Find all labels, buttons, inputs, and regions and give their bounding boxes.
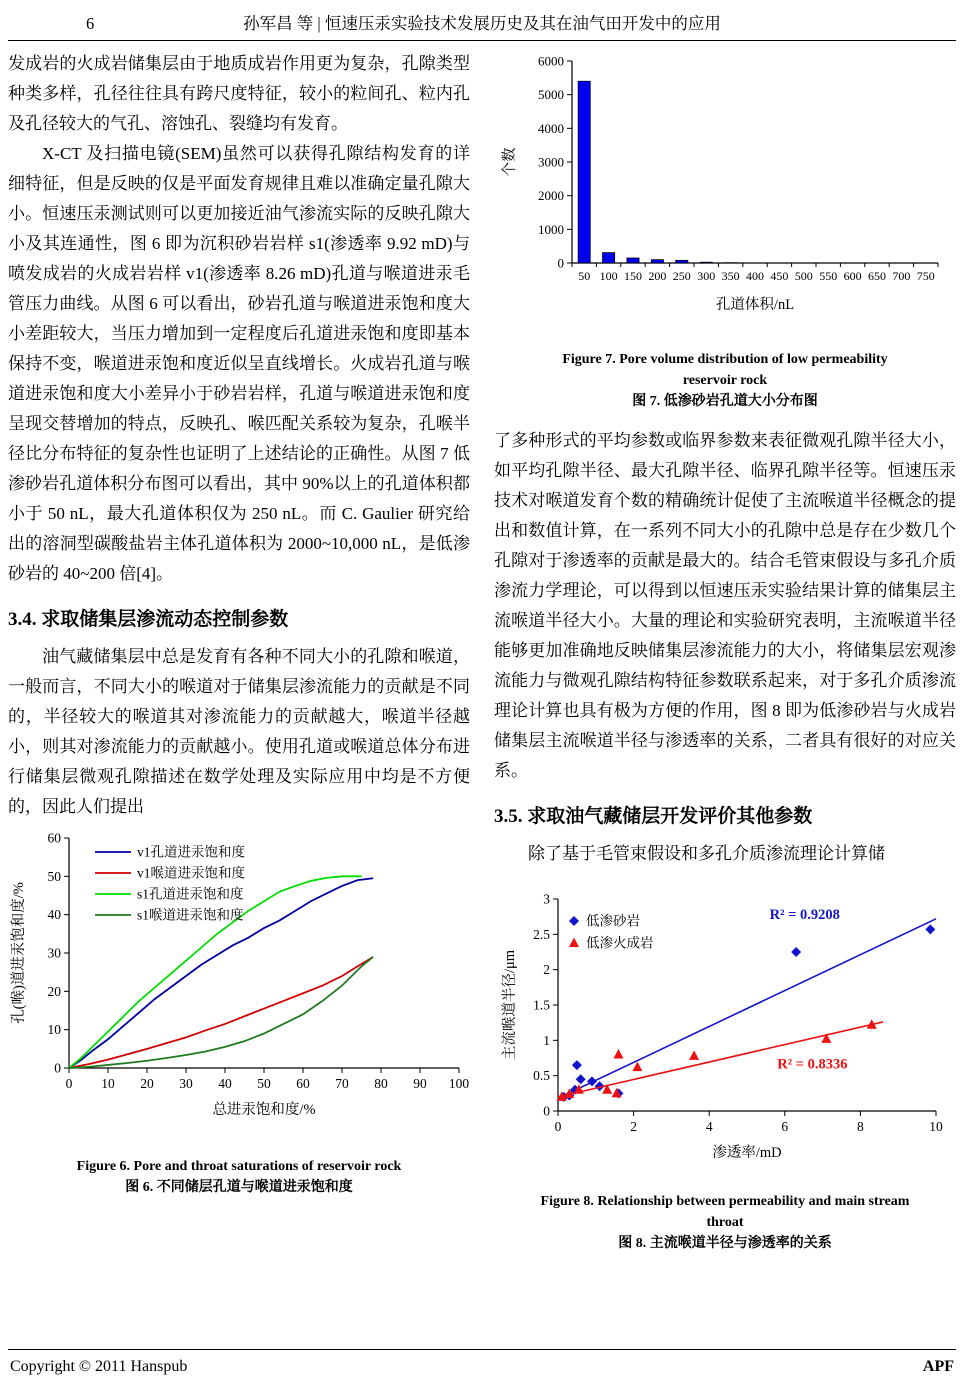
svg-text:s1喉道进汞饱和度: s1喉道进汞饱和度 bbox=[137, 907, 244, 923]
figure-7 bbox=[494, 49, 956, 412]
svg-text:60: 60 bbox=[296, 1076, 310, 1091]
svg-text:0.5: 0.5 bbox=[533, 1068, 550, 1084]
section-heading-3-5: 3.5. 求取油气藏储层开发评价其他参数 bbox=[494, 806, 813, 827]
svg-text:4: 4 bbox=[705, 1119, 713, 1134]
svg-text:10: 10 bbox=[929, 1119, 943, 1134]
svg-text:450: 450 bbox=[770, 269, 789, 283]
svg-text:350: 350 bbox=[721, 269, 740, 283]
svg-text:主流喉道半径/μm: 主流喉道半径/μm bbox=[502, 949, 518, 1061]
figure-8 bbox=[494, 885, 956, 1254]
svg-text:200: 200 bbox=[648, 269, 667, 283]
journal-abbrev: APF bbox=[922, 1358, 954, 1375]
svg-text:100: 100 bbox=[599, 269, 618, 283]
svg-text:10: 10 bbox=[47, 1022, 61, 1038]
svg-text:总进汞饱和度/%: 总进汞饱和度/% bbox=[212, 1102, 316, 1118]
svg-text:30: 30 bbox=[47, 945, 61, 961]
page-header bbox=[8, 10, 956, 34]
paragraph: X-CT 及扫描电镜(SEM)虽然可以获得孔隙结构发育的详细特征，但是反映的仅是平面发育规律且难以准确定量孔隙大小。恒速压汞测试则可以更加接近油气渗流实际的反映孔隙大小及其连通性，图 6 即为沉积砂岩岩样 s1(渗透率 9.92 mD)与喷发成岩的火成岩岩样 v1(渗透率 8.26 mD)孔道与喉道进汞毛管压力曲线。从图 6 可以看出，砂岩孔道与喉道进汞饱和度大小差距较大，当压力增加到一定程度后孔道进汞饱和度即基本保持不变，喉道进汞饱和度近似呈直线增长。火成岩孔道与喉道进汞饱和度大小差异小于砂岩岩样，孔道与喉道进汞饱和度呈现交替增加的特点，反映孔、喉匹配关系较为复杂，孔喉半径比分布特征的复杂性也证明了上述结论的正确性。从图 7 低渗砂岩孔道体积分布图可以看出，其中 90%以上的孔道体积都小于 50 nL，最大孔道体积仅为 250 nL。而 C. Gaulier 研究给出的溶洞型碳酸盐岩主体孔道体积为 2000~10,000 nL，是低渗砂岩的 40~200 倍[4]。 bbox=[8, 144, 470, 583]
svg-text:20: 20 bbox=[47, 983, 61, 999]
figure-8-caption-en: Figure 8. Relationship between permeability and main stream throat bbox=[540, 1194, 910, 1230]
svg-text:低渗火成岩: 低渗火成岩 bbox=[586, 935, 654, 951]
running-title: 孙军昌 等 | 恒速压汞实验技术发展历史及其在油气田开发中的应用 bbox=[243, 14, 721, 33]
svg-text:渗透率/mD: 渗透率/mD bbox=[712, 1145, 782, 1161]
svg-text:300: 300 bbox=[697, 269, 716, 283]
svg-text:1: 1 bbox=[543, 1032, 550, 1048]
svg-text:10: 10 bbox=[101, 1076, 115, 1091]
svg-text:50: 50 bbox=[578, 269, 591, 283]
figure-6-line-chart bbox=[8, 828, 470, 1152]
two-column-body bbox=[8, 49, 956, 1349]
svg-text:30: 30 bbox=[179, 1076, 193, 1091]
svg-text:1.5: 1.5 bbox=[533, 997, 550, 1013]
figure-8-caption-zh: 图 8. 主流喉道半径与渗透率的关系 bbox=[618, 1236, 832, 1251]
svg-text:50: 50 bbox=[257, 1076, 271, 1091]
figure-6-caption-zh: 图 6. 不同储层孔道与喉道进汞饱和度 bbox=[125, 1180, 353, 1195]
svg-text:500: 500 bbox=[794, 269, 813, 283]
svg-text:0: 0 bbox=[543, 1103, 550, 1119]
svg-text:70: 70 bbox=[335, 1076, 349, 1091]
svg-text:低渗砂岩: 低渗砂岩 bbox=[586, 913, 640, 929]
page-footer bbox=[8, 1349, 956, 1376]
svg-text:2000: 2000 bbox=[538, 188, 564, 204]
figure-6-caption-en: Figure 6. Pore and throat saturations of reservoir rock bbox=[76, 1159, 402, 1174]
svg-text:v1喉道进汞饱和度: v1喉道进汞饱和度 bbox=[137, 865, 245, 881]
svg-text:孔道体积/nL: 孔道体积/nL bbox=[715, 297, 795, 313]
right-column bbox=[494, 49, 956, 1349]
svg-text:6: 6 bbox=[781, 1119, 789, 1134]
figure-7-caption-en: Figure 7. Pore volume distribution of low permeability reservoir rock bbox=[562, 352, 888, 388]
copyright-text: Copyright © 2011 Hanspub bbox=[10, 1358, 188, 1375]
svg-text:v1孔道进汞饱和度: v1孔道进汞饱和度 bbox=[137, 844, 245, 860]
svg-text:700: 700 bbox=[892, 269, 911, 283]
svg-text:孔(喉)道进汞饱和度/%: 孔(喉)道进汞饱和度/% bbox=[11, 882, 27, 1024]
figure-7-caption bbox=[494, 349, 956, 412]
svg-text:0: 0 bbox=[65, 1076, 73, 1091]
svg-text:400: 400 bbox=[746, 269, 764, 283]
svg-text:20: 20 bbox=[140, 1076, 154, 1091]
figure-8-scatter-chart bbox=[494, 885, 956, 1187]
svg-text:2: 2 bbox=[630, 1119, 637, 1134]
svg-text:250: 250 bbox=[672, 269, 691, 283]
svg-text:R² = 0.8336: R² = 0.8336 bbox=[777, 1056, 848, 1073]
svg-text:2: 2 bbox=[543, 962, 550, 978]
paragraph: 除了基于毛管束假设和多孔介质渗流理论计算储 bbox=[528, 844, 885, 863]
paragraph: 发成岩的火成岩储集层由于地质成岩作用更为复杂，孔隙类型种类多样，孔径往往具有跨尺度特征，较小的粒间孔、粒内孔及孔径较大的气孔、溶蚀孔、裂缝均有发育。 bbox=[8, 54, 470, 133]
svg-text:0: 0 bbox=[54, 1060, 61, 1076]
svg-text:2.5: 2.5 bbox=[533, 926, 550, 942]
svg-text:550: 550 bbox=[819, 269, 838, 283]
svg-text:100: 100 bbox=[448, 1076, 469, 1091]
svg-text:个数: 个数 bbox=[502, 147, 518, 177]
paragraph: 油气藏储集层中总是发育有各种不同大小的孔隙和喉道，一般而言，不同大小的喉道对于储集层渗流能力的贡献是不同的，半径较大的喉道其对渗流能力的贡献越大，喉道半径越小，则其对渗流能力的贡献越小。使用孔道或喉道总体分布进行储集层微观孔隙描述在数学处理及实际应用中均是不方便的，因此人们提出 bbox=[8, 647, 470, 816]
svg-text:1000: 1000 bbox=[538, 221, 564, 237]
svg-text:0: 0 bbox=[554, 1119, 562, 1134]
svg-text:40: 40 bbox=[218, 1076, 232, 1091]
svg-text:R² = 0.9208: R² = 0.9208 bbox=[769, 906, 840, 923]
left-column bbox=[8, 49, 470, 1349]
figure-8-caption bbox=[494, 1191, 956, 1254]
figure-6-caption bbox=[8, 1156, 470, 1198]
figure-6 bbox=[8, 828, 470, 1198]
svg-text:3000: 3000 bbox=[538, 154, 564, 170]
svg-text:4000: 4000 bbox=[538, 120, 564, 136]
svg-text:80: 80 bbox=[374, 1076, 388, 1091]
svg-text:50: 50 bbox=[47, 868, 61, 884]
svg-text:90: 90 bbox=[413, 1076, 427, 1091]
svg-text:5000: 5000 bbox=[538, 87, 564, 103]
svg-text:6000: 6000 bbox=[538, 53, 564, 69]
page-number: 6 bbox=[86, 14, 95, 33]
header-rule bbox=[8, 40, 956, 41]
svg-text:600: 600 bbox=[843, 269, 862, 283]
figure-7-bar-chart bbox=[494, 49, 956, 345]
svg-text:750: 750 bbox=[916, 269, 935, 283]
paragraph: 了多种形式的平均参数或临界参数来表征微观孔隙半径大小，如平均孔隙半径、最大孔隙半径、临界孔隙半径等。恒速压汞技术对喉道发育个数的精确统计促使了主流喉道半径概念的提出和数值计算，在一系列不同大小的孔隙中总是存在少数几个孔隙对于渗透率的贡献是最大的。结合毛管束假设与多孔介质渗流力学理论，可以得到以恒速压汞实验结果计算的储集层主流喉道半径大小。大量的理论和实验研究表明，主流喉道半径能够更加准确地反映储集层渗流能力的大小，将储集层宏观渗流能力与微观孔隙结构特征参数联系起来，对于多孔介质渗流理论计算也具有极为方便的作用，图 8 即为低渗砂岩与火成岩储集层主流喉道半径与渗透率的关系，二者具有很好的对应关系。 bbox=[494, 431, 956, 780]
svg-text:3: 3 bbox=[543, 891, 550, 907]
svg-text:40: 40 bbox=[47, 907, 61, 923]
svg-text:s1孔道进汞饱和度: s1孔道进汞饱和度 bbox=[137, 886, 244, 902]
svg-text:8: 8 bbox=[857, 1119, 864, 1134]
svg-text:0: 0 bbox=[557, 255, 564, 271]
svg-text:150: 150 bbox=[624, 269, 642, 283]
svg-text:60: 60 bbox=[47, 830, 61, 846]
svg-text:650: 650 bbox=[868, 269, 886, 283]
section-heading-3-4: 3.4. 求取储集层渗流动态控制参数 bbox=[8, 609, 289, 630]
figure-7-caption-zh: 图 7. 低渗砂岩孔道大小分布图 bbox=[632, 394, 818, 409]
